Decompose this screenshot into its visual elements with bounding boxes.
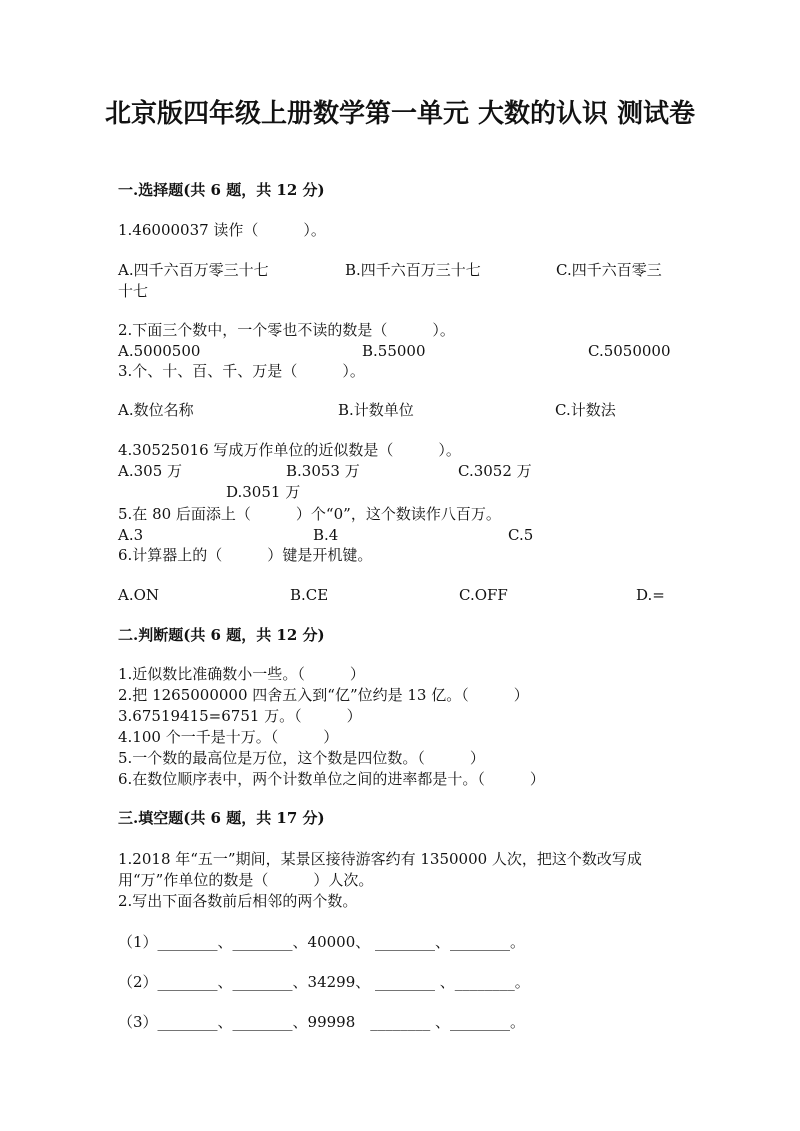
section-heading-judgement: 二.判断题(共 6 题，共 12 分)	[118, 626, 325, 644]
choice-q6-option-d: D.=	[636, 586, 665, 604]
choice-q2-option-c: C.5050000	[588, 342, 671, 360]
choice-q5-option-a: A.3	[118, 526, 144, 544]
judgement-item: 6.在数位顺序表中，两个计数单位之间的进率都是十。（ ）	[118, 770, 545, 788]
choice-q3-option-a: A.数位名称	[118, 401, 194, 419]
choice-q1-option-c: C.四千六百零三	[556, 261, 662, 279]
choice-q4-option-d: D.3051 万	[226, 483, 301, 501]
fill-q1-line1: 1.2018 年“五一”期间，某景区接待游客约有 1350000 人次，把这个数改写成	[118, 850, 642, 868]
page-title: 北京版四年级上册数学第一单元 大数的认识 测试卷	[104, 99, 696, 129]
judgement-item: 1.近似数比准确数小一些。（ ）	[118, 665, 365, 683]
choice-q5-option-c: C.5	[508, 526, 534, 544]
choice-q4-option-b: B.3053 万	[286, 462, 360, 480]
choice-q4-stem: 4.30525016 写成万作单位的近似数是（ ）。	[118, 441, 461, 459]
section-heading-choice: 一.选择题(共 6 题，共 12 分)	[118, 181, 325, 199]
choice-q1-option-c-continued: 十七	[118, 282, 149, 300]
choice-q4-option-a: A.305 万	[118, 462, 182, 480]
judgement-item: 5.一个数的最高位是万位，这个数是四位数。（ ）	[118, 749, 485, 767]
judgement-item: 3.67519415=6751 万。（ ）	[118, 707, 362, 725]
fill-row-3: （3）________、________、99998 ________ 、________。	[118, 1013, 526, 1031]
choice-q1-option-a: A.四千六百万零三十七	[118, 261, 269, 279]
choice-q2-option-b: B.55000	[362, 342, 426, 360]
choice-q5-stem: 5.在 80 后面添上（ ）个“0”，这个数读作八百万。	[118, 505, 501, 523]
fill-row-2: （2）________、________、34299、 ________ 、________。	[118, 973, 530, 991]
choice-q3-stem: 3.个、十、百、千、万是（ ）。	[118, 362, 365, 380]
choice-q6-option-b: B.CE	[290, 586, 329, 604]
choice-q6-stem: 6.计算器上的（ ）键是开机键。	[118, 546, 373, 564]
choice-q6-option-c: C.OFF	[459, 586, 508, 604]
choice-q1-option-b: B.四千六百万三十七	[345, 261, 481, 279]
choice-q1-stem: 1.46000037 读作（ ）。	[118, 221, 326, 239]
choice-q5-option-b: B.4	[313, 526, 339, 544]
judgement-item: 4.100 个一千是十万。（ ）	[118, 728, 339, 746]
fill-q2-stem: 2.写出下面各数前后相邻的两个数。	[118, 892, 358, 910]
choice-q3-option-c: C.计数法	[555, 401, 616, 419]
choice-q2-stem: 2.下面三个数中，一个零也不读的数是（ ）。	[118, 321, 455, 339]
choice-q2-option-a: A.5000500	[118, 342, 201, 360]
judgement-item: 2.把 1265000000 四舍五入到“亿”位约是 13 亿。（ ）	[118, 686, 529, 704]
fill-q1-line2: 用“万”作单位的数是（ ）人次。	[118, 871, 374, 889]
fill-row-1: （1）________、________、40000、 ________、________。	[118, 933, 526, 951]
choice-q6-option-a: A.ON	[118, 586, 160, 604]
choice-q3-option-b: B.计数单位	[338, 401, 414, 419]
choice-q4-option-c: C.3052 万	[458, 462, 532, 480]
section-heading-fill-blank: 三.填空题(共 6 题，共 17 分)	[118, 809, 325, 827]
